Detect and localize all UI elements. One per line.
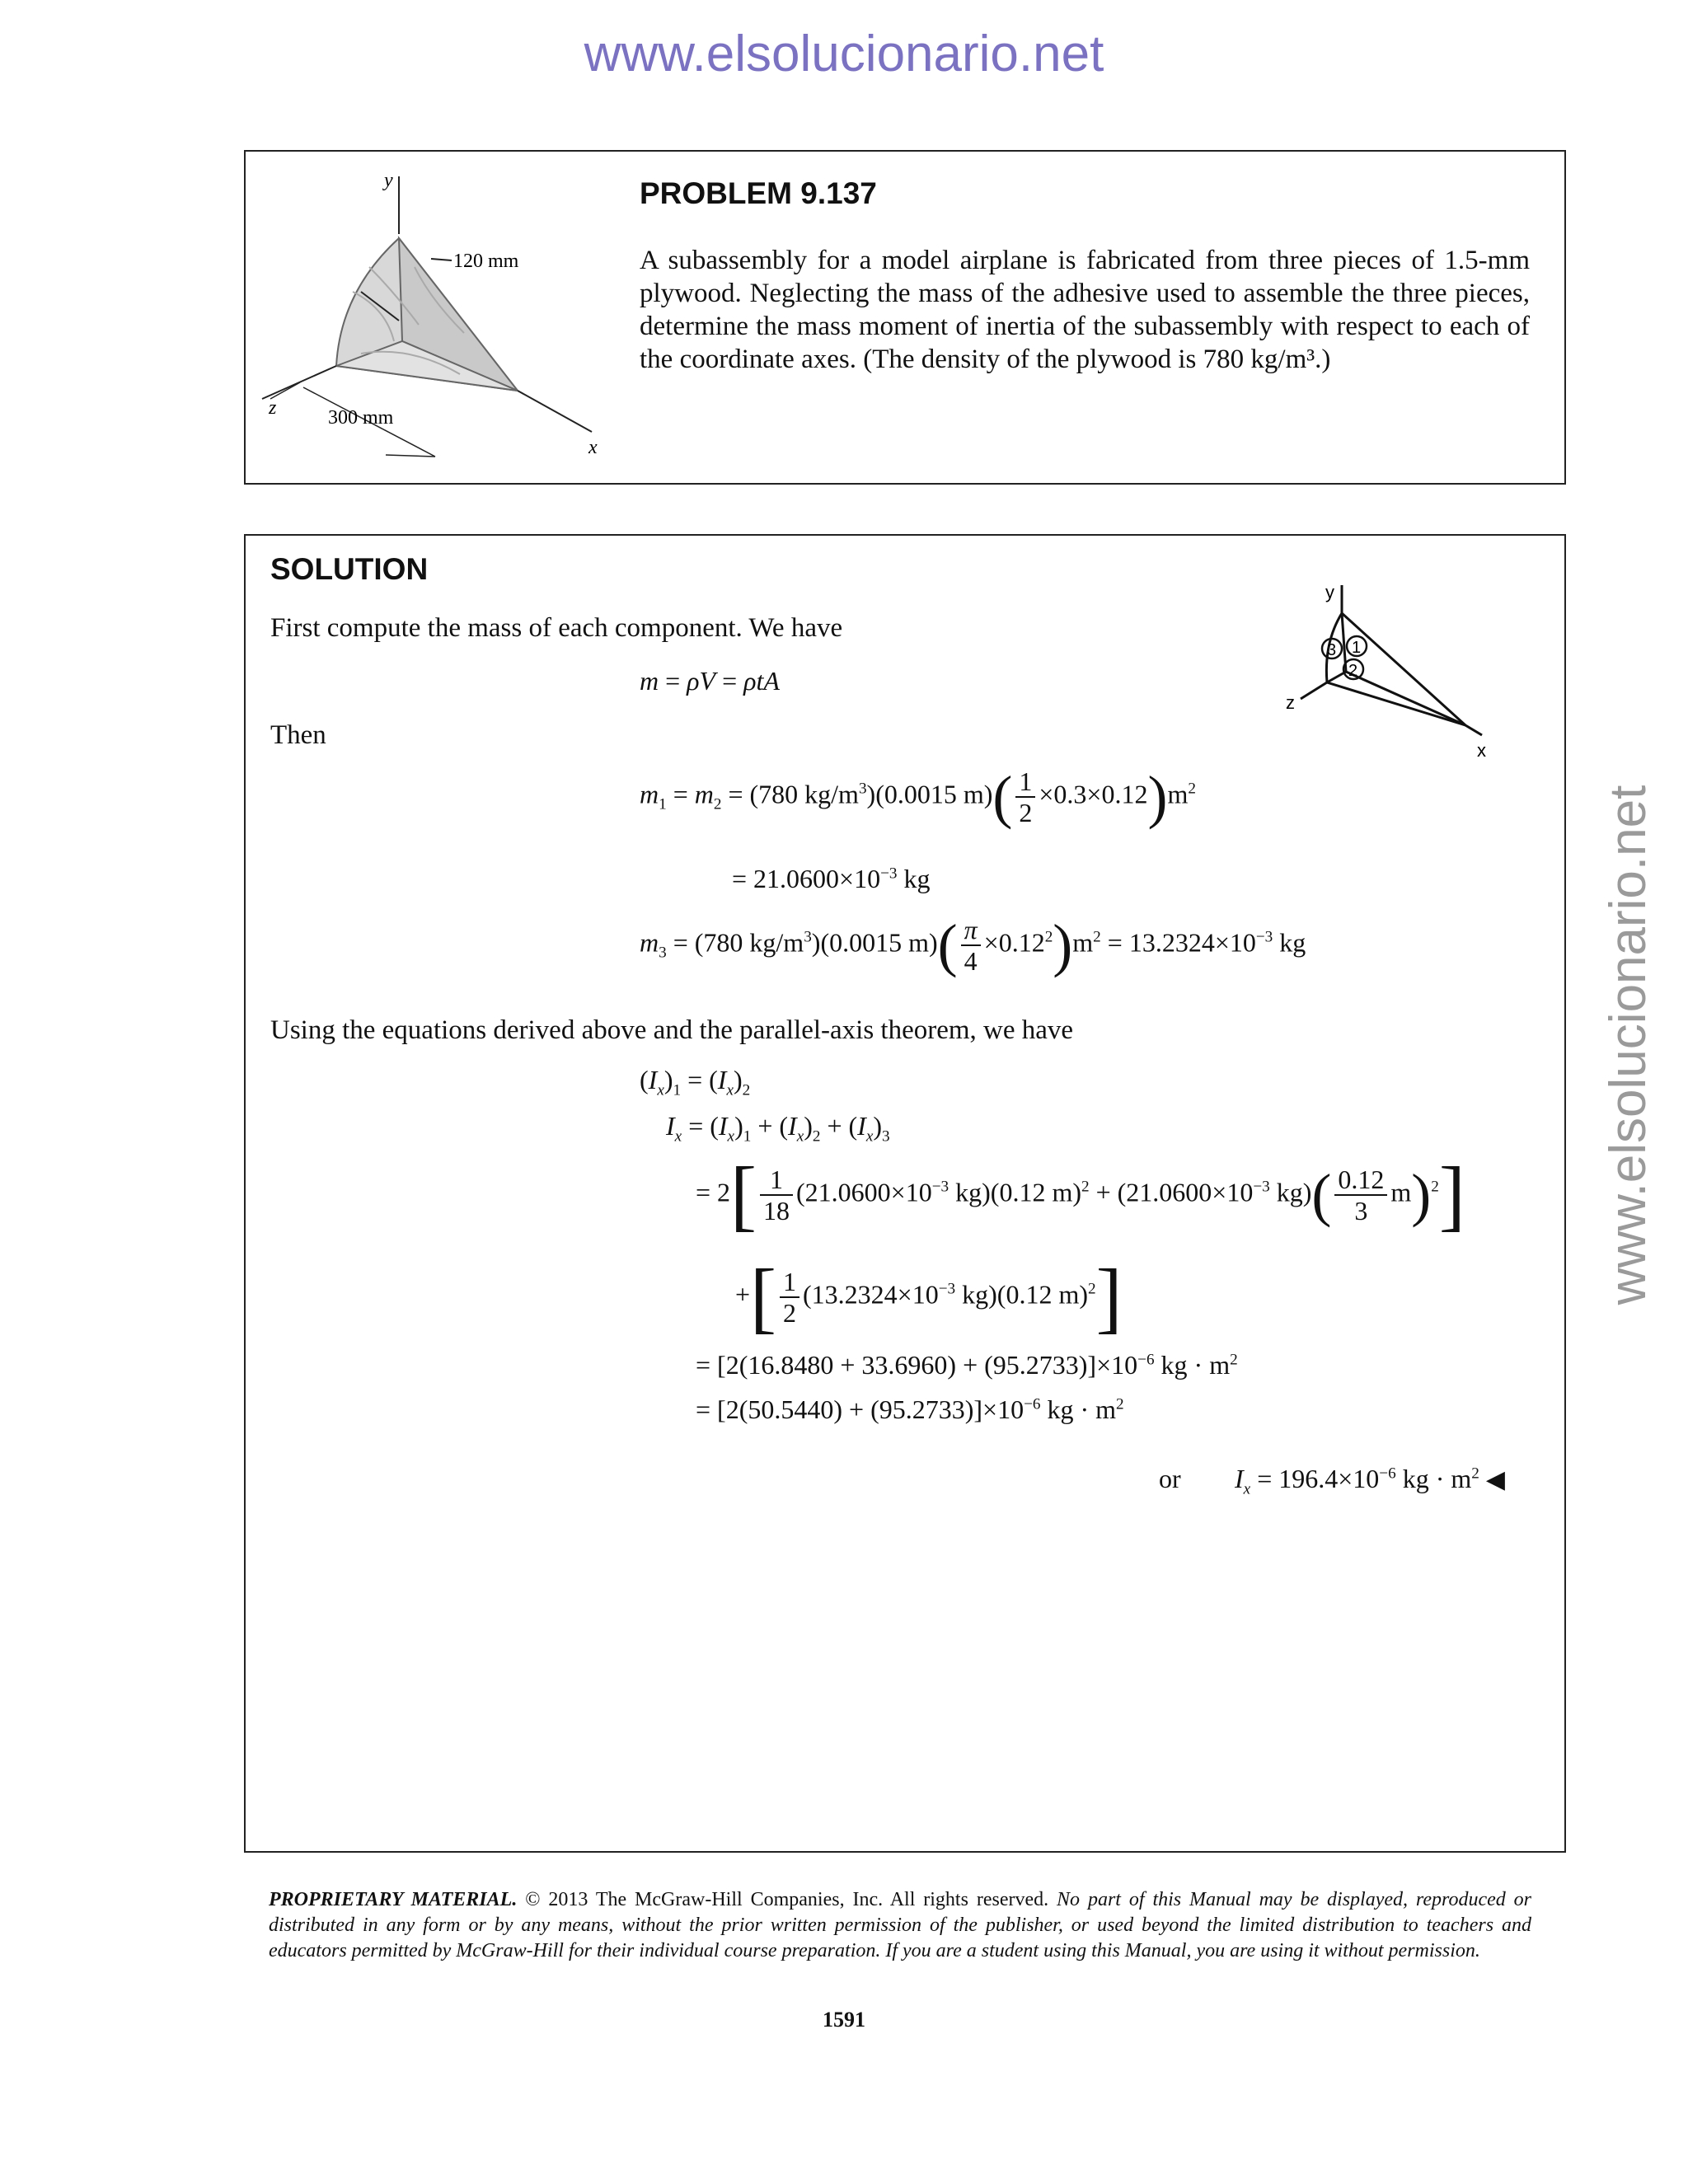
- eq-ix-line1: = 2[ $\frac{1}{18}$ ($21.0600\times 10^{-3}$ kg)(0.12 $m)^2 + (21.0600\times 10^{-3}$ kg)( $\frac{0.12}{3}$ m)$^2$]: [696, 1151, 1465, 1239]
- eq-ix-line2: +[ $\frac{1}{2}$ ($13.2324\times 10^{-3}$ kg)(0.12 m)$^2$]: [735, 1253, 1123, 1341]
- watermark-side: www.elsolucionario.net: [1600, 785, 1657, 1305]
- sketch-label-2: 2: [1348, 662, 1358, 680]
- eq-ix1-ix2: $(I_x)_1 = (I_x)_2$: [640, 1065, 751, 1099]
- problem-figure: [246, 152, 608, 481]
- footer-copyright: [269, 1887, 1531, 1964]
- solution-then: Then: [270, 720, 326, 750]
- eq-m3: $m_3 = (780$ $kg/m^3)(0.0015$ m)( $\frac{\pi}{4}$ $\times 0.12^2)m^2 = 13.2324\times 10^{-3}$ kg: [640, 912, 1306, 978]
- footer-italic: No part of this Manual may be displayed, reproduced or distributed in any form or by any means, without the prior written permission of the publisher, or used beyond the limited distribution to teachers and educators permitted by McGraw-Hill for their individual course preparation. If you are a student using this Manual, you are using it without permission.: [269, 1889, 1532, 1961]
- problem-box: [244, 150, 1566, 485]
- sketch-label-z: z: [1286, 692, 1295, 713]
- sketch-label-y: y: [1325, 582, 1334, 602]
- watermark-top: www.elsolucionario.net: [584, 26, 1104, 82]
- fig-label-z: z: [269, 397, 277, 419]
- eq-ix-line4: = $[2(50.5440) + (95.2733)]\times 10^{-6}$ kg · $m^2$: [696, 1394, 1124, 1424]
- solution-box: [244, 534, 1566, 1853]
- fig-dim-120: 120 mm: [453, 251, 519, 272]
- eq-m1-value: = $21.0600\times 10^{-3}$ kg: [732, 864, 931, 893]
- fig-dim-300: 300 mm: [328, 407, 394, 429]
- eq-ix-line3: = $[2(16.8480 + 33.6960) + (95.2733)]\times 10^{-6}$ kg · $m^2$: [696, 1350, 1238, 1380]
- sketch-label-3: 3: [1327, 641, 1337, 659]
- solution-using: Using the equations derived above and the parallel-axis theorem, we have: [270, 1015, 1074, 1045]
- eq-ix-answer: $I_x = 196.4\times 10^{-6}$ kg · $m^2$ ◀: [1235, 1464, 1505, 1498]
- fig-label-x: x: [588, 437, 598, 458]
- page-number: 1591: [823, 2008, 865, 2032]
- footer-normal: © 2013 The McGraw-Hill Companies, Inc. All rights reserved.: [525, 1889, 1049, 1910]
- eq-m1-m2: $m_1 = m_2 = (780$ $kg/m^3)(0.0015$ m)( $\frac{1}{2}$ $\times 0.3\times 0.12)m^2$: [640, 764, 1196, 830]
- footer-bold: PROPRIETARY MATERIAL.: [269, 1889, 518, 1910]
- solution-sketch: [1284, 577, 1531, 766]
- problem-title: PROBLEM 9.137: [640, 176, 877, 210]
- solution-title: SOLUTION: [270, 552, 429, 586]
- eq-or-label: or: [1159, 1464, 1181, 1493]
- eq-ix-sum: $I_x = (I_x)_1 + (I_x)_2 + (I_x)_3$: [666, 1111, 890, 1146]
- eq-mass-def: m = ρV = ρtA: [640, 666, 780, 696]
- sketch-label-1: 1: [1352, 639, 1362, 657]
- solution-intro: First compute the mass of each component. We have: [270, 613, 843, 643]
- fig-label-y: y: [384, 170, 393, 191]
- sketch-label-x: x: [1477, 740, 1486, 761]
- problem-text: A subassembly for a model airplane is fabricated from three pieces of 1.5-mm plywood. Neglecting the mass of the adhesive used to assemble the three pieces, determine the mass moment of inertia of the subassembly with respect to each of the coordinate axes. (The density of the plywood is 780 kg/m³.): [640, 246, 1530, 374]
